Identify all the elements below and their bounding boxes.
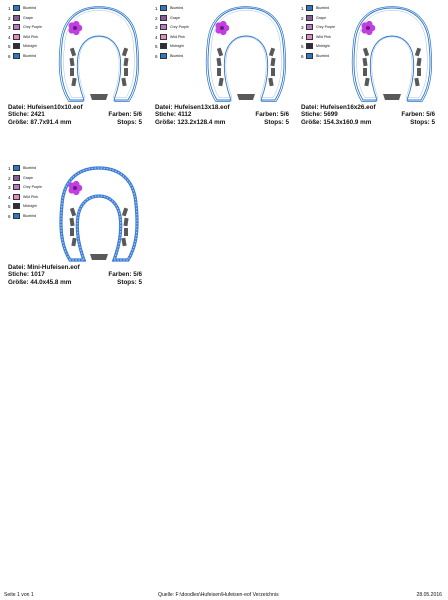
legend-name: Grape	[170, 15, 180, 20]
legend-number: 5	[8, 204, 11, 209]
legend-number: 5	[8, 44, 11, 49]
file-name: Datei: Hufeisen10x10.eof	[8, 104, 83, 111]
legend-name: Wild Pink	[23, 34, 38, 39]
info-row	[155, 111, 289, 118]
file-name: Datei: Hufeisen16x26.eof	[301, 104, 376, 111]
legend-swatch	[306, 43, 313, 49]
info-row	[8, 264, 142, 271]
horseshoe-design-icon	[203, 4, 289, 104]
design-card	[4, 164, 142, 286]
legend-name: Bluebird	[23, 166, 37, 170]
color-legend	[4, 164, 64, 221]
legend-swatch	[13, 203, 20, 209]
legend-row	[297, 4, 357, 14]
legend-number: 6	[301, 53, 304, 59]
legend-number: 1	[155, 6, 158, 11]
stop-count: Stops: 5	[117, 278, 142, 286]
legend-row	[297, 33, 357, 43]
color-legend	[4, 4, 64, 61]
design-preview	[349, 4, 435, 104]
legend-row	[4, 42, 64, 52]
page-footer	[0, 591, 448, 600]
legend-number: 1	[301, 6, 304, 11]
horseshoe-design-icon	[56, 4, 142, 104]
legend-number: 3	[155, 25, 158, 30]
legend-name: Chry Purple	[23, 25, 42, 29]
legend-row	[4, 193, 64, 203]
legend-swatch	[13, 34, 20, 40]
legend-swatch	[160, 15, 167, 21]
legend-swatch	[13, 15, 20, 21]
legend-swatch	[160, 34, 167, 40]
design-size: Größe: 44.0x45.8 mm	[8, 278, 72, 286]
legend-number: 2	[301, 15, 304, 21]
color-count: Farben: 5/6	[108, 271, 142, 279]
color-count: Farben: 5/6	[255, 111, 289, 119]
legend-name: Midnight	[316, 44, 330, 48]
legend-swatch	[306, 53, 313, 59]
legend-name: Bluebird	[170, 6, 184, 10]
legend-swatch	[306, 15, 313, 21]
legend-name: Wild Pink	[316, 34, 331, 39]
legend-row	[151, 33, 211, 43]
legend-swatch	[160, 24, 167, 30]
color-count: Farben: 5/6	[108, 111, 142, 119]
legend-swatch	[160, 5, 167, 11]
info-row	[301, 119, 435, 126]
legend-row	[4, 33, 64, 43]
legend-swatch	[13, 213, 20, 219]
legend-swatch	[13, 194, 20, 200]
legend-name: Bluebird	[170, 53, 184, 58]
legend-swatch	[13, 53, 20, 59]
legend-swatch	[160, 43, 167, 49]
stitch-count: Stiche: 1017	[8, 271, 45, 279]
stop-count: Stops: 5	[410, 118, 435, 126]
stop-count: Stops: 5	[117, 118, 142, 126]
design-info	[155, 104, 289, 126]
legend-name: Chry Purple	[316, 25, 335, 29]
legend-row	[151, 4, 211, 14]
legend-name: Grape	[316, 15, 326, 20]
legend-row	[4, 4, 64, 14]
legend-number: 6	[155, 53, 158, 59]
legend-name: Bluebird	[23, 213, 37, 218]
legend-number: 6	[8, 53, 11, 59]
stitch-count: Stiche: 4112	[155, 111, 192, 119]
info-row	[8, 111, 142, 118]
legend-number: 4	[8, 194, 11, 200]
legend-number: 5	[155, 44, 158, 49]
legend-row	[4, 174, 64, 184]
legend-swatch	[13, 43, 20, 49]
legend-number: 4	[155, 34, 158, 40]
legend-name: Bluebird	[316, 6, 330, 10]
legend-name: Bluebird	[316, 53, 330, 58]
legend-name: Grape	[23, 175, 33, 180]
legend-name: Chry Purple	[170, 25, 189, 29]
legend-swatch	[306, 34, 313, 40]
legend-swatch	[13, 165, 20, 171]
design-card	[151, 4, 289, 126]
page-number: Seite 1 von 1	[4, 592, 34, 598]
legend-row	[4, 183, 64, 193]
legend-swatch	[13, 24, 20, 30]
legend-name: Grape	[23, 15, 33, 20]
design-size: Größe: 154.3x160.9 mm	[301, 118, 372, 126]
legend-number: 4	[301, 34, 304, 40]
legend-swatch	[306, 5, 313, 11]
info-row	[155, 119, 289, 126]
legend-row	[297, 23, 357, 33]
design-preview	[203, 4, 289, 104]
design-preview	[56, 164, 142, 264]
legend-name: Midnight	[170, 44, 184, 48]
file-name: Datei: Hufeisen13x18.eof	[155, 104, 230, 111]
print-date: 28.05.2016	[416, 592, 442, 598]
legend-swatch	[13, 5, 20, 11]
legend-name: Chry Purple	[23, 185, 42, 189]
info-row	[8, 271, 142, 278]
legend-swatch	[306, 24, 313, 30]
legend-number: 5	[301, 44, 304, 49]
legend-row	[4, 52, 64, 62]
legend-row	[4, 164, 64, 174]
legend-number: 3	[301, 25, 304, 30]
legend-number: 3	[8, 25, 11, 30]
legend-number: 1	[8, 6, 11, 11]
legend-name: Bluebird	[23, 6, 37, 10]
legend-swatch	[160, 53, 167, 59]
design-size: Größe: 123.2x128.4 mm	[155, 118, 226, 126]
color-count: Farben: 5/6	[401, 111, 435, 119]
legend-row	[4, 212, 64, 222]
legend-row	[4, 14, 64, 24]
legend-name: Midnight	[23, 44, 37, 48]
color-legend	[297, 4, 357, 61]
info-row	[8, 119, 142, 126]
legend-name: Midnight	[23, 204, 37, 208]
legend-row	[151, 52, 211, 62]
design-info	[301, 104, 435, 126]
legend-row	[297, 42, 357, 52]
stitch-count: Stiche: 2421	[8, 111, 45, 119]
info-row	[8, 104, 142, 111]
design-card	[4, 4, 142, 126]
legend-number: 3	[8, 185, 11, 190]
design-info	[8, 264, 142, 286]
legend-name: Bluebird	[23, 53, 37, 58]
design-size: Größe: 87.7x91.4 mm	[8, 118, 72, 126]
legend-number: 2	[155, 15, 158, 21]
stitch-count: Stiche: 5699	[301, 111, 338, 119]
legend-name: Wild Pink	[23, 194, 38, 199]
design-info	[8, 104, 142, 126]
design-preview	[56, 4, 142, 104]
horseshoe-design-icon	[56, 164, 142, 264]
color-legend	[151, 4, 211, 61]
info-row	[301, 111, 435, 118]
legend-row	[4, 202, 64, 212]
legend-row	[151, 42, 211, 52]
info-row	[301, 104, 435, 111]
file-name: Datei: Mini-Hufeisen.eof	[8, 264, 80, 271]
source-path: Quelle: F:\doodles\Hufeisen\Hufeisen-eof Verzeichnis	[158, 592, 279, 598]
legend-number: 4	[8, 34, 11, 40]
legend-row	[297, 52, 357, 62]
legend-name: Wild Pink	[170, 34, 185, 39]
info-row	[155, 104, 289, 111]
legend-number: 1	[8, 166, 11, 171]
horseshoe-design-icon	[349, 4, 435, 104]
legend-row	[4, 23, 64, 33]
legend-swatch	[13, 175, 20, 181]
legend-number: 6	[8, 213, 11, 219]
legend-row	[297, 14, 357, 24]
legend-swatch	[13, 184, 20, 190]
legend-row	[151, 14, 211, 24]
legend-number: 2	[8, 175, 11, 181]
legend-row	[151, 23, 211, 33]
info-row	[8, 279, 142, 286]
legend-number: 2	[8, 15, 11, 21]
stop-count: Stops: 5	[264, 118, 289, 126]
design-card	[297, 4, 435, 126]
